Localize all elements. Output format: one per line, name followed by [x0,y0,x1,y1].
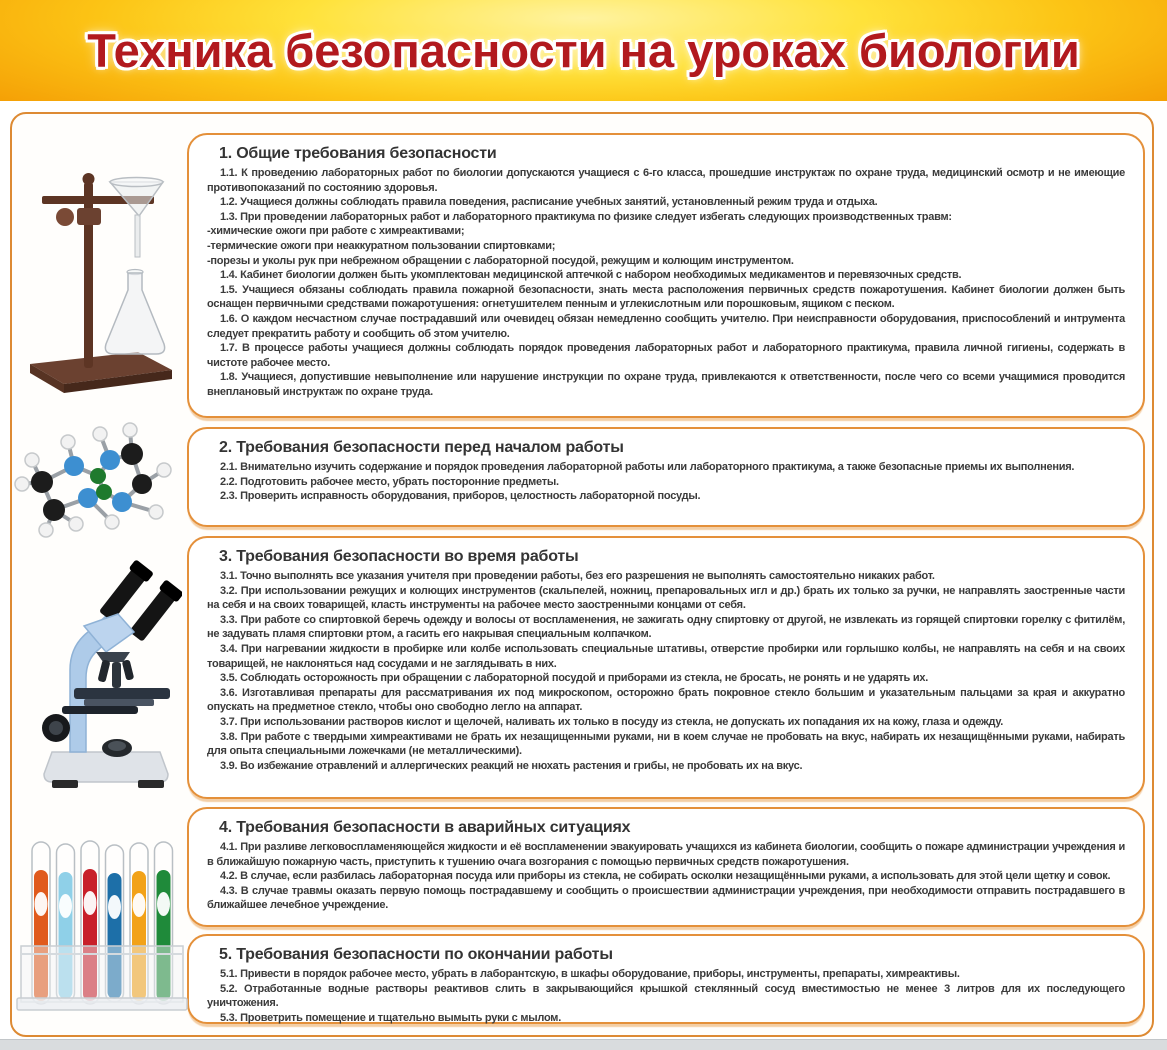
section-4-title: 4. Требования безопасности в аварийных ситуациях [219,819,631,836]
rule-text: 4.2. В случае, если разбилась лабораторная посуда или приборы из стекла, не собирать осколки незащищёнными руками, а использовать для этой цели щетку и совок. [220,870,1111,883]
rule-text: 1.5. Учащиеся обязаны соблюдать правила пожарной безопасности, знать места расположения первичных средств пожаротушения. Кабинет биологии должен быть оснащен первичными средствами пожаротушения: огнетушителем пенным и углекислотным или порошковым, ящиком с песком. [207,283,1125,311]
rule-text: 1.3. При проведении лабораторных работ и лабораторного практикума по физике следует избегать следующих производственных травм: [220,210,952,223]
rule-text: 4.3. В случае травмы оказать первую помощь пострадавшему и сообщить о происшествии администрации учреждения, при необходимости отправить пострадавшего в ближайшее лечебное учреждение. [207,884,1125,912]
rule-text: 3.8. При работе с твердыми химреактивами не брать их незащищенными руками, ни в коем случае не пробовать на вкус, набирать их незащищёнными руками, набирать для опыта специальными ложечками (не металлическими). [207,730,1125,758]
rule-text: 3.1. Точно выполнять все указания учителя при проведении работы, без его разрешения не выполнять самостоятельно никаких работ. [220,570,935,582]
microscope-illustration [22,560,182,805]
rule-text: 2.3. Проверить исправность оборудования, приборов, целостность лабораторной посуды. [220,490,701,503]
poster-title: Техника безопасности на уроках биологии [87,24,1080,77]
rule-text: 1.7. В процессе работы учащиеся должны соблюдать порядок проведения лабораторных работ и лабораторного практикума, правила личной гигиены, содержать в чистоте рабочее место. [207,342,1125,369]
rule-text: 3.9. Во избежание отравлений и аллергических реакций не нюхать растения и грибы, не пробовать их на вкус. [220,759,803,772]
rule-text: -порезы и уколы рук при небрежном обращении с лабораторной посудой, режущим и колющим инструментом. [207,254,794,267]
section-1-title: 1. Общие требования безопасности [219,145,497,162]
section-box-emergency [187,807,1145,927]
rule-text: 5.1. Привести в порядок рабочее место, убрать в лаборантскую, в шкафы оборудование, приборы, инструменты, препараты, химреактивы. [220,968,960,980]
rule-text: -химические ожоги при работе с химреактивами; [207,225,465,238]
test-tubes-illustration [16,826,188,1033]
rule-text: 1.1. К проведению лабораторных работ по биологии допускаются учащиеся с 6-го класса, прошедшие инструктаж по охране труда, медицинский осмотр и не имеющие противопоказаний по состоянию здоровья. [207,167,1125,194]
rule-text: 3.2. При использовании режущих и колющих инструментов (скальпелей, ножниц, препаровальных игл и др.) брать их только за ручки, не направлять заостренные части на себя и на своих товарищей, класть инструменты на рабочее место заостренными концами от себя. [207,584,1125,612]
lab-stand-illustration [22,152,180,401]
section-box-general-requirements [187,133,1145,418]
header-banner [0,0,1167,101]
rule-text: 5.3. Проветрить помещение и тщательно вымыть руки с мылом. [220,1011,562,1024]
rule-text: 3.4. При нагревании жидкости в пробирке или колбе использовать специальные штативы, отверстие пробирки или горлышко колбы, не направлять на себя и на своих товарищей, не наклоняться над сосудами и не заглядывать в них. [207,642,1125,670]
bottom-strip [0,1039,1167,1050]
rule-text: 2.2. Подготовить рабочее место, убрать посторонние предметы. [220,475,559,488]
rule-text: 3.3. При работе со спиртовкой беречь одежду и волосы от воспламенения, не зажигать одну спиртовку от другой, не извлекать из горящей спиртовки горелку с фитилём, не задувать пламя спиртовки ртом, а гасить его накрывая специальным колпачком. [207,613,1125,641]
rule-text: 5.2. Отработанные водные растворы реактивов слить в закрывающийся крышкой стеклянный сосуд вместимостью не менее 3 литров для их последующего уничтожения. [207,982,1125,1010]
rule-text: 1.4. Кабинет биологии должен быть укомплектован медицинской аптечкой с набором необходимых медикаментов и перевязочных средств. [220,269,962,282]
section-2-title: 2. Требования безопасности перед началом работы [219,439,624,456]
section-box-after-work [187,934,1145,1024]
section-box-during-work [187,536,1145,799]
rule-text: 1.6. О каждом несчастном случае пострадавший или очевидец обязан немедленно сообщить учителю. При неисправности оборудования, приспособлений и интрумента следует прекратить работу и сообщить об этом учителю. [207,312,1125,340]
rule-text: 2.1. Внимательно изучить содержание и порядок проведения лабораторной работы или лабораторного практикума, а также безопасные приемы их выполнения. [220,461,1075,473]
section-box-before-work [187,427,1145,527]
rule-text: 1.8. Учащиеся, допустившие невыполнение или нарушение инструкции по охране труда, привлекаются к ответственности, после чего со всеми учащимися проводится внеплановый инструктаж по охране труда. [207,371,1125,398]
rule-text: 1.2. Учащиеся должны соблюдать правила поведения, расписание учебных занятий, установленный режим труда и отдыха. [220,196,878,209]
molecule-model-illustration [12,418,184,545]
rule-text: 3.5. Соблюдать осторожность при обращении с лабораторной посудой и приборами из стекла, не бросать, не ронять и не ударять их. [220,672,929,685]
rule-text: 3.7. При использовании растворов кислот и щелочей, наливать их только в посуду из стекла, не допускать их попадания их на кожу, глаза и одежду. [220,715,1004,728]
rule-text: -термические ожоги при неаккуратном пользовании спиртовками; [207,239,556,252]
section-3-title: 3. Требования безопасности во время работы [219,548,579,565]
rule-text: 4.1. При разливе легковоспламеняющейся жидкости и её воспламенении эвакуировать учащихся из кабинета биологии, сообщить о пожаре администрации учреждения и в ближайшую пожарную часть, приступить к тушению очага возгорания с помощью первичных средств пожаротушения. [207,841,1125,868]
section-5-title: 5. Требования безопасности по окончании работы [219,946,613,963]
rule-text: 3.6. Изготавливая препараты для рассматривания их под микроскопом, осторожно брать покровное стекло большим и указательным пальцами за края и аккуратно опускать на предметное стекло, чтобы оно свободно легло на аппарат. [207,686,1125,714]
